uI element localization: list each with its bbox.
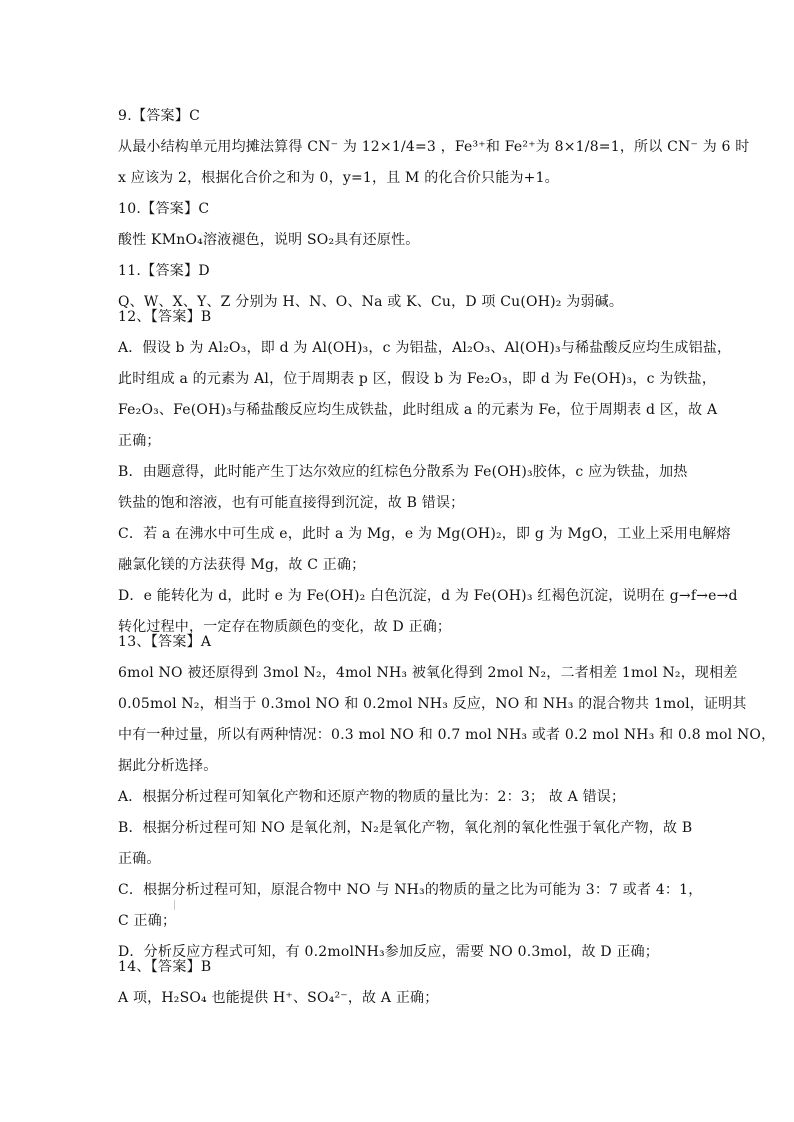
answer-14-heading: 14、【答案】B bbox=[118, 959, 212, 975]
answer-9-line-2: x 应该为 2，根据化合价之和为 0，y=1，且 M 的化合价只能为+1。 bbox=[118, 170, 559, 186]
answer-12-line: B．由题意得，此时能产生丁达尔效应的红棕色分散系为 Fe(OH)₃胶体，c 应为铁盐，加热 bbox=[118, 464, 688, 480]
answer-10-line-1: 酸性 KMnO₄溶液褪色，说明 SO₂具有还原性。 bbox=[118, 232, 420, 248]
answer-9-heading: 9.【答案】C bbox=[118, 108, 201, 124]
answer-13-line: 正确。 bbox=[118, 851, 161, 867]
scan-speck bbox=[174, 900, 175, 910]
answer-12-line: D．e 能转化为 d，此时 e 为 Fe(OH)₂ 白色沉淀，d 为 Fe(OH)₃ 红褐色沉淀，说明在 g→f→e→d bbox=[118, 588, 738, 604]
answer-12-line: 此时组成 a 的元素为 Al，位于周期表 p 区，假设 b 为 Fe₂O₃，即 d 为 Fe(OH)₃，c 为铁盐， bbox=[118, 371, 717, 387]
answer-12-heading: 12、【答案】B bbox=[118, 309, 212, 325]
answer-13-heading: 13、【答案】A bbox=[118, 634, 212, 650]
answer-12-line: 转化过程中，一定存在物质颜色的变化，故 D 正确； bbox=[118, 619, 452, 635]
answer-13-line: D．分析反应方程式可知，有 0.2molNH₃参加反应，需要 NO 0.3mol，故 D 正确； bbox=[118, 944, 659, 960]
answer-13-line: 据此分析选择。 bbox=[118, 758, 218, 774]
answer-12-line: 铁盐的饱和溶液，也有可能直接得到沉淀，故 B 错误； bbox=[118, 495, 465, 511]
answer-12-line: C．若 a 在沸水中可生成 e，此时 a 为 Mg，e 为 Mg(OH)₂，即 g 为 MgO，工业上采用电解熔 bbox=[118, 526, 731, 542]
answer-12-line: Fe₂O₃、Fe(OH)₃与稀盐酸反应均生成铁盐，此时组成 a 的元素为 Fe，位于周期表 d 区，故 A bbox=[118, 402, 718, 418]
answer-13-line: C 正确； bbox=[118, 913, 177, 929]
answer-12-line: A．假设 b 为 Al₂O₃，即 d 为 Al(OH)₃，c 为铝盐，Al₂O₃、Al(OH)₃与稀盐酸反应均生成铝盐， bbox=[118, 340, 732, 356]
answer-10-heading: 10.【答案】C bbox=[118, 201, 210, 217]
answer-12-line: 正确； bbox=[118, 433, 161, 449]
answer-13-line: A．根据分析过程可知氧化产物和还原产物的物质的量比为：2：3； 故 A 错误； bbox=[118, 789, 626, 805]
answer-13-line: 6mol NO 被还原得到 3mol N₂，4mol NH₃ 被氧化得到 2mol N₂，二者相差 1mol N₂，现相差 bbox=[118, 665, 738, 681]
answer-13-line: 中有一种过量，所以有两种情况：0.3 mol NO 和 0.7 mol NH₃ 或者 0.2 mol NH₃ 和 0.8 mol NO， bbox=[118, 727, 776, 743]
answer-11-line-1: Q、W、X、Y、Z 分别为 H、N、O、Na 或 K、Cu，D 项 Cu(OH)₂ 为弱碱。 bbox=[118, 294, 624, 310]
answer-11-heading: 11.【答案】D bbox=[118, 263, 210, 279]
answer-13-line: B．根据分析过程可知 NO 是氧化剂，N₂是氧化产物，氧化剂的氧化性强于氧化产物，故 B bbox=[118, 820, 693, 836]
answer-12-line: 融氯化镁的方法获得 Mg，故 C 正确； bbox=[118, 557, 366, 573]
answer-13-line: C．根据分析过程可知，原混合物中 NO 与 NH₃的物质的量之比为可能为 3：7 或者 4：1， bbox=[118, 882, 703, 898]
answer-9-line-1: 从最小结构单元用均摊法算得 CN⁻ 为 12×1/4=3 ，Fe³⁺和 Fe²⁺为 8×1/8=1，所以 CN⁻ 为 6 时 bbox=[118, 139, 750, 155]
answer-13-line: 0.05mol N₂，相当于 0.3mol NO 和 0.2mol NH₃ 反应，NO 和 NH₃ 的混合物共 1mol，证明其 bbox=[118, 696, 747, 712]
answer-14-line-1: A 项，H₂SO₄ 也能提供 H⁺、SO₄²⁻，故 A 正确； bbox=[118, 990, 439, 1006]
